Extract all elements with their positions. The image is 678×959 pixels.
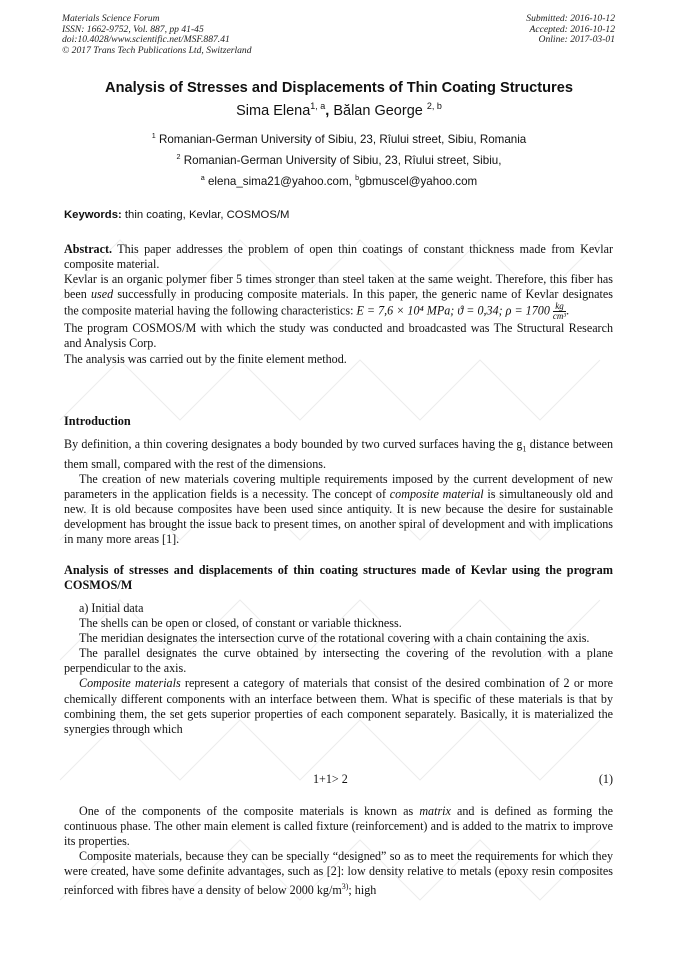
intro-subscript: 1 xyxy=(522,444,527,454)
intro-text-2b: is simultaneously old and new. It is old because composites have been used since antiquity. It is new because the desire for sustainable development has brought the issue back to present times, on another spiral of development and with implications in many more areas [1]. xyxy=(64,486,613,546)
keywords xyxy=(64,209,289,221)
analysis-text-5a: One of the components of the composite materials is known as xyxy=(79,804,420,818)
analysis-superscript: 3) xyxy=(341,882,349,892)
submission-dates xyxy=(526,14,615,46)
introduction-heading: Introduction xyxy=(64,414,131,428)
analysis-text-4: represent a category of materials that consist of the desired combination of 2 or more chemically different components with an interface between them. What is specific of these materials is that by combining them, the set gets superior properties of each component separately. Basically, it is materialized the synergies through which xyxy=(64,676,613,736)
analysis-body-continued xyxy=(64,804,613,899)
abstract-label: Abstract. xyxy=(64,242,113,256)
affiliation-1 xyxy=(0,131,678,146)
doi-line: doi:10.4028/www.scientific.net/MSF.887.41 xyxy=(62,34,230,46)
keywords-text: thin coating, Kevlar, COSMOS/M xyxy=(121,209,290,221)
equation-expression: 1+1> 2 xyxy=(313,772,348,786)
journal-info xyxy=(62,14,252,56)
author-line xyxy=(0,101,678,119)
list-item-a: a) Initial data xyxy=(79,601,144,615)
analysis-paragraph-3: The parallel designates the curve obtained by intersecting the covering of the revolution with a plane perpendicular to the axis. xyxy=(64,646,613,676)
analysis-paragraph-4 xyxy=(64,676,613,736)
analysis-paragraph-1: The shells can be open or closed, of constant or variable thickness. xyxy=(79,616,402,631)
introduction-body xyxy=(64,437,613,547)
intro-text-2a: The creation of new materials covering multiple requirements imposed by the current development of new parameters in the application fields is a necessity. The concept of xyxy=(64,471,613,501)
email-line xyxy=(0,173,678,188)
online-date: Online: 2017-03-01 xyxy=(538,34,615,46)
formula-end: . xyxy=(566,303,570,318)
issn-line: ISSN: 1662-9752, Vol. 887, pp 41-45 xyxy=(62,23,204,35)
abstract-text-1: This paper addresses the problem of open thin coatings of constant thickness made from Kevlar composite material. xyxy=(64,242,613,272)
paper-title: Analysis of Stresses and Displacements of Thin Coating Structures xyxy=(105,80,573,96)
material-properties-formula: E = 7,6 × 10⁴ MPa; ϑ = 0,34; ρ = 1700 xyxy=(356,303,553,318)
affiliation-2-marker: 2 xyxy=(176,152,181,161)
fraction-numerator: kg xyxy=(553,302,566,312)
introduction-paragraph-2 xyxy=(64,472,613,547)
abstract-paragraph-3: The program COSMOS/M with which the study was conducted and broadcasted was The Structural Research and Analysis Corp. xyxy=(64,321,613,351)
author-2-superscript: 2, b xyxy=(426,101,442,111)
intro-text-1a: By definition, a thin covering designates a body bounded by two curved surfaces having the g xyxy=(64,437,523,451)
intro-text-1b: distance between them small, compared with the rest of the dimensions. xyxy=(64,437,613,471)
copyright-line: © 2017 Trans Tech Publications Ltd, Switzerland xyxy=(62,44,252,56)
email-b: gbmuscel@yahoo.com xyxy=(359,174,478,188)
author-1: Sima Elena xyxy=(236,102,311,119)
email-a-marker: a xyxy=(200,173,205,182)
analysis-heading: Analysis of stresses and displacements of thin coating structures made of Kevlar using the program COSMOS/M xyxy=(64,563,613,592)
analysis-text-5b: and is defined as forming the continuous phase. The other main element is called fixture (reinforcement) and is added to the matrix to improve its properties. xyxy=(64,804,613,849)
analysis-body xyxy=(64,601,613,737)
analysis-emphasis-1: Composite materials xyxy=(79,676,181,691)
abstract-paragraph-4: The analysis was carried out by the finite element method. xyxy=(64,351,347,366)
equation-number: (1) xyxy=(598,772,613,786)
author-1-superscript: 1, a xyxy=(310,101,326,111)
analysis-paragraph-2: The meridian designates the intersection curve of the rotational covering with a chain containing the axis. xyxy=(79,631,590,646)
analysis-text-6b: ; high xyxy=(348,883,377,898)
introduction-paragraph-1 xyxy=(64,437,613,472)
abstract-paragraph-2 xyxy=(64,272,613,321)
abstract-paragraph-1 xyxy=(64,242,613,272)
journal-name: Materials Science Forum xyxy=(62,13,160,24)
accepted-date: Accepted: 2016-10-12 xyxy=(529,23,615,35)
fraction-denominator: cm³ xyxy=(552,311,567,322)
affiliation-1-text: Romanian-German University of Sibiu, 23, Rîului street, Sibiu, Romania xyxy=(155,132,527,146)
analysis-paragraph-6 xyxy=(64,849,613,898)
email-a: elena_sima21@yahoo.com, xyxy=(204,174,356,188)
affiliation-2 xyxy=(0,152,678,167)
keywords-label: Keywords: xyxy=(64,209,122,221)
author-separator: , xyxy=(325,102,334,119)
email-b-marker: b xyxy=(355,173,360,182)
abstract-text-2b: successfully in producing composite materials. In this paper, the generic name of Kevlar designates the composite material having the following characteristics: xyxy=(64,287,613,318)
abstract-text-2a: Kevlar is an organic polymer fiber 5 times stronger than steel taken at the same weight. Therefore, this fiber has been xyxy=(64,272,613,302)
density-unit-fraction xyxy=(553,302,566,321)
affiliation-1-marker: 1 xyxy=(151,131,156,140)
analysis-text-6a: Composite materials, because they can be specially “designed” so as to meet the requirements for which they were created, have some definite advantages, such as [2]: low density relative to metals (epoxy resin composites reinforced with fibres have a density of below 2000 kg/m xyxy=(64,849,613,898)
affiliation-2-text: Romanian-German University of Sibiu, 23, Rîului street, Sibiu, xyxy=(180,153,502,167)
submitted-date: Submitted: 2016-10-12 xyxy=(526,13,615,24)
abstract-emphasis: used xyxy=(91,287,114,302)
author-2: Bălan George xyxy=(333,102,427,119)
intro-emphasis: composite material xyxy=(389,486,484,501)
analysis-paragraph-5 xyxy=(64,804,613,849)
abstract xyxy=(64,242,613,367)
analysis-emphasis-2: matrix xyxy=(419,804,451,818)
